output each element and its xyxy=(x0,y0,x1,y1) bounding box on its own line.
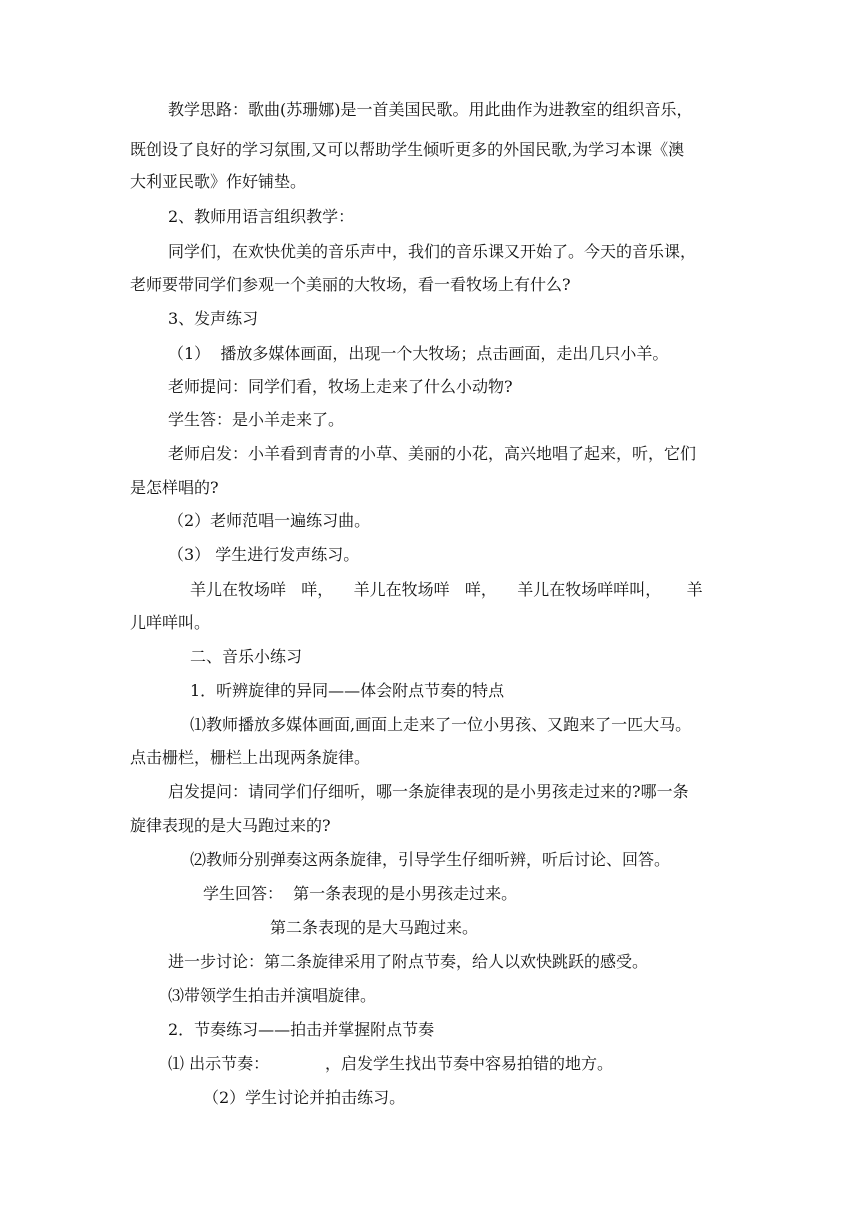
section-heading: 二、音乐小练习 xyxy=(190,647,303,666)
section-heading: 2、教师用语言组织教学： xyxy=(168,207,355,226)
paragraph-line: ⑶带领学生拍击并演唱旋律。 xyxy=(168,986,377,1005)
section-heading: 3、发声练习 xyxy=(168,309,259,328)
paragraph-line: 学生答：是小羊走来了。 xyxy=(168,410,345,429)
paragraph-line: 老师提问：同学们看，牧场上走来了什么小动物? xyxy=(168,377,513,396)
paragraph-line: （2）老师范唱一遍练习曲。 xyxy=(168,511,371,530)
paragraph-line: （3） 学生进行发声练习。 xyxy=(168,545,360,564)
section-heading: 1．听辨旋律的异同——体会附点节奏的特点 xyxy=(190,681,505,700)
paragraph-line: ⑴ 出示节奏： ，启发学生找出节奏中容易拍错的地方。 xyxy=(168,1054,614,1073)
paragraph-line: 儿咩咩叫。 xyxy=(130,613,211,632)
paragraph-line: ⑵教师分别弹奏这两条旋律，引导学生仔细听辨，听后讨论、回答。 xyxy=(190,850,671,869)
paragraph-line: 旋律表现的是大马跑过来的? xyxy=(130,816,331,835)
paragraph-line: 大利亚民歌》作好铺垫。 xyxy=(130,172,307,191)
section-heading: 2．节奏练习——拍击并掌握附点节奏 xyxy=(168,1020,435,1039)
paragraph-line: 既创设了良好的学习氛围,又可以帮助学生倾听更多的外国民歌,为学习本课《澳 xyxy=(130,140,685,159)
paragraph-line: 进一步讨论：第二条旋律采用了附点节奏，给人以欢快跳跃的感受。 xyxy=(168,952,649,971)
paragraph-line: （2）学生讨论并拍击练习。 xyxy=(203,1088,406,1107)
paragraph-line: ⑴教师播放多媒体画面,画面上走来了一位小男孩、又跑来了一匹大马。 xyxy=(190,715,692,734)
paragraph-line: 学生回答： 第一条表现的是小男孩走过来。 xyxy=(203,884,518,903)
paragraph-line: （1） 播放多媒体画面，出现一个大牧场；点击画面，走出几只小羊。 xyxy=(168,344,669,363)
paragraph-line: 启发提问：请同学们仔细听，哪一条旋律表现的是小男孩走过来的?哪一条 xyxy=(168,782,689,801)
paragraph-line: 点击栅栏，栅栏上出现两条旋律。 xyxy=(130,748,371,767)
paragraph-line: 教学思路：歌曲(苏珊娜)是一首美国民歌。用此曲作为进教室的组织音乐， xyxy=(168,100,693,119)
paragraph-line: 第二条表现的是大马跑过来。 xyxy=(270,918,479,937)
paragraph-line: 老师要带同学们参观一个美丽的大牧场，看一看牧场上有什么? xyxy=(130,275,571,294)
paragraph-line: 是怎样唱的? xyxy=(130,478,219,497)
paragraph-line: 老师启发：小羊看到青青的小草、美丽的小花，高兴地唱了起来，听，它们 xyxy=(168,444,697,463)
paragraph-line: 羊儿在牧场咩 咩， 羊儿在牧场咩 咩， 羊儿在牧场咩咩叫， 羊 xyxy=(190,580,703,599)
paragraph-line: 同学们，在欢快优美的音乐声中，我们的音乐课又开始了。今天的音乐课， xyxy=(168,242,697,261)
